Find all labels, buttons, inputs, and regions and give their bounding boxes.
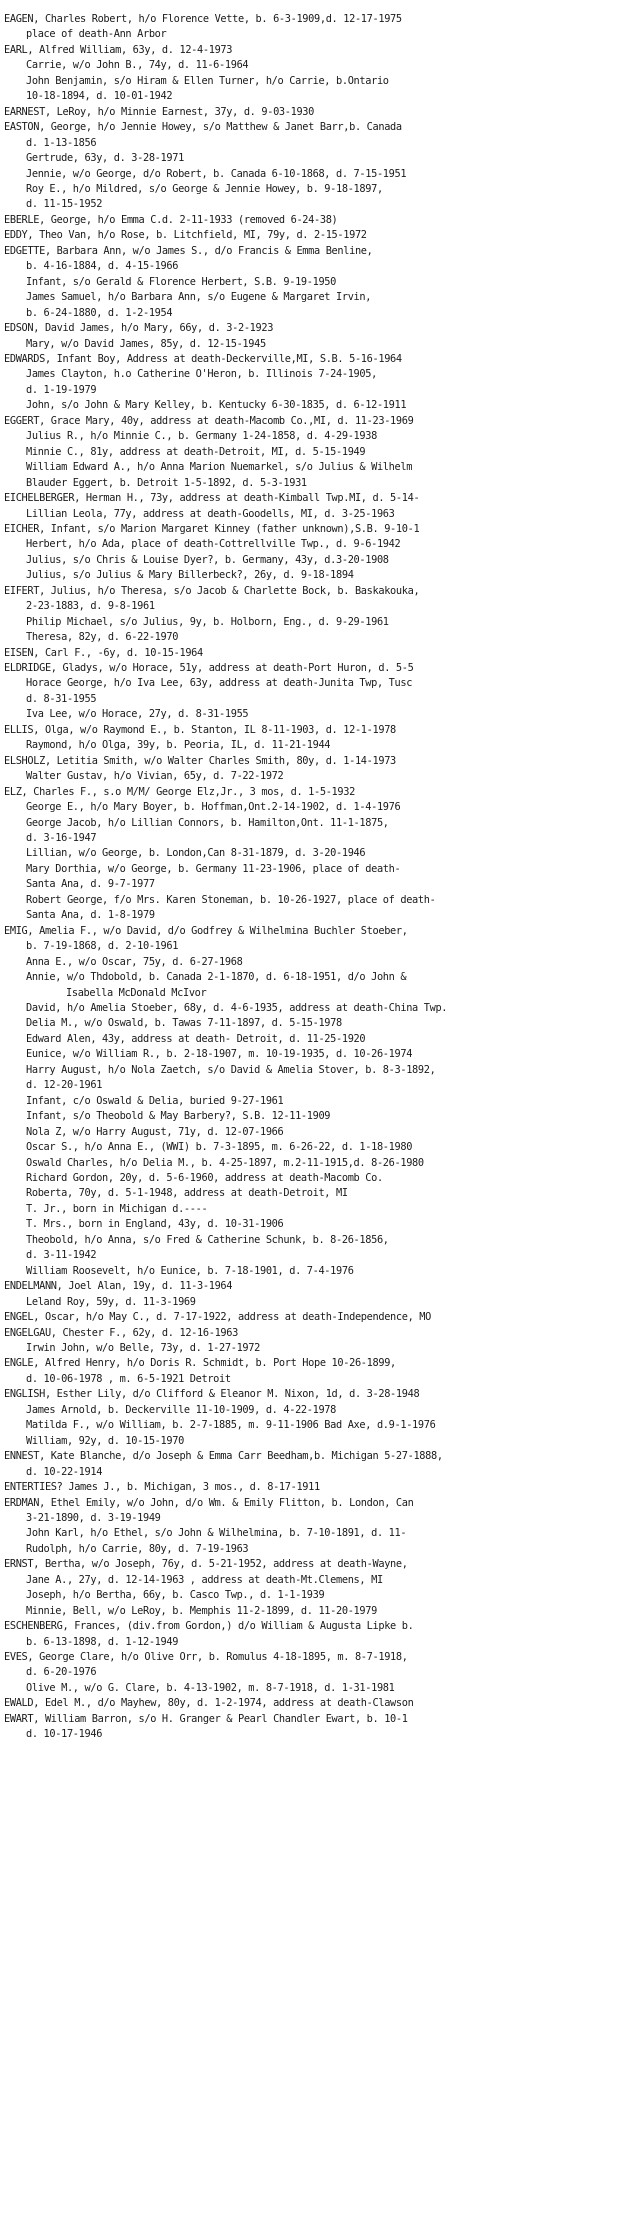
record-continuation-line: d. 3-11-1942 [26,1249,97,1262]
record-continuation-line: Horace George, h/o Iva Lee, 63y, address at death-Junita Twp, Tusc [26,677,413,690]
record-continuation-line: Lillian, w/o George, b. London,Can 8-31-1879, d. 3-20-1946 [26,847,366,860]
record-continuation-line: Nola Z, w/o Harry August, 71y, d. 12-07-1966 [26,1125,284,1138]
record-continuation-line: John, s/o John & Mary Kelley, b. Kentucky 6-30-1835, d. 6-12-1911 [26,399,407,412]
record-continuation-line: place of death-Ann Arbor [26,28,167,41]
record-entry-line: EISEN, Carl F., -6y, d. 10-15-1964 [4,646,203,659]
record-entry-line: EDDY, Theo Van, h/o Rose, b. Litchfield, MI, 79y, d. 2-15-1972 [4,229,367,242]
record-continuation-line: Roberta, 70y, d. 5-1-1948, address at death-Detroit, MI [26,1187,348,1200]
record-continuation-line: d. 10-17-1946 [26,1728,103,1741]
record-entry-line: ENGEL, Oscar, h/o May C., d. 7-17-1922, address at death-Independence, MO [4,1311,431,1324]
record-continuation-line: Mary, w/o David James, 85y, d. 12-15-1945 [26,337,266,350]
record-entry-line: ENNEST, Kate Blanche, d/o Joseph & Emma Carr Beedham,b. Michigan 5-27-1888, [4,1450,443,1463]
record-continuation-line: Eunice, w/o William R., b. 2-18-1907, m. 10-19-1935, d. 10-26-1974 [26,1048,413,1061]
record-continuation-line: Harry August, h/o Nola Zaetch, s/o David & Amelia Stover, b. 8-3-1892, [26,1063,436,1076]
record-continuation-line: Anna E., w/o Oscar, 75y, d. 6-27-1968 [26,955,243,968]
record-continuation-line: David, h/o Amelia Stoeber, 68y, d. 4-6-1935, address at death-China Twp. [26,1002,448,1014]
record-continuation-line: 2-23-1883, d. 9-8-1961 [26,600,155,613]
record-continuation-line: d. 12-20-1961 [26,1079,103,1092]
record-continuation-line: Mary Dorthia, w/o George, b. Germany 11-23-1906, place of death- [26,862,401,875]
record-entry-line: ERNST, Bertha, w/o Joseph, 76y, d. 5-21-1952, address at death-Wayne, [4,1558,408,1571]
record-continuation-line: Jane A., 27y, d. 12-14-1963 , address at death-Mt.Clemens, MI [26,1573,383,1586]
record-entry-line: EBERLE, George, h/o Emma C.d. 2-11-1933 (removed 6-24-38) [4,213,338,226]
record-continuation-line: Walter Gustav, h/o Vivian, 65y, d. 7-22-1972 [26,770,284,783]
record-continuation-line: John Benjamin, s/o Hiram & Ellen Turner, h/o Carrie, b.Ontario [26,74,389,87]
record-continuation-line: b. 4-16-1884, d. 4-15-1966 [26,260,179,273]
record-entry-line: EICHER, Infant, s/o Marion Margaret Kinney (father unknown),S.B. 9-10-1 [4,522,420,535]
record-continuation-line: James Clayton, h.o Catherine O'Heron, b. Illinois 7-24-1905, [26,368,377,381]
record-continuation-line: Jennie, w/o George, d/o Robert, b. Canada 6-10-1868, d. 7-15-1951 [26,167,407,180]
record-continuation-line: Infant, c/o Oswald & Delia, buried 9-27-1961 [26,1094,284,1107]
record-continuation-line: John Karl, h/o Ethel, s/o John & Wilhelmina, b. 7-10-1891, d. 11- [26,1527,407,1540]
record-entry-line: ELLIS, Olga, w/o Raymond E., b. Stanton, IL 8-11-1903, d. 12-1-1978 [4,723,396,736]
record-entry-line: ENDELMANN, Joel Alan, 19y, d. 11-3-1964 [4,1280,233,1293]
burial-record-list [4,12,640,1743]
record-entry-line: ESCHENBERG, Frances, (div.from Gordon,) d/o William & Augusta Lipke b. [4,1620,414,1633]
record-entry-line: ERDMAN, Ethel Emily, w/o John, d/o Wm. & Emily Flitton, b. London, Can [4,1496,414,1509]
record-continuation-line: d. 6-20-1976 [26,1666,97,1679]
record-continuation-line: Santa Ana, d. 1-8-1979 [26,909,155,922]
record-continuation-line: Gertrude, 63y, d. 3-28-1971 [26,152,184,165]
record-continuation-line: Edward Alen, 43y, address at death- Detroit, d. 11-25-1920 [26,1032,366,1045]
record-entry-line: ENGELGAU, Chester F., 62y, d. 12-16-1963 [4,1326,238,1339]
record-continuation-line: T. Mrs., born in England, 43y, d. 10-31-1906 [26,1218,284,1231]
record-continuation-line: d. 10-22-1914 [26,1465,103,1478]
record-continuation-line: Infant, s/o Gerald & Florence Herbert, S.B. 9-19-1950 [26,275,337,288]
record-continuation-line: Herbert, h/o Ada, place of death-Cottrellville Twp., d. 9-6-1942 [26,538,401,551]
record-continuation-line: William Edward A., h/o Anna Marion Nuemarkel, s/o Julius & Wilhelm [26,461,413,474]
record-entry-line: EWART, William Barron, s/o H. Granger & Pearl Chandler Ewart, b. 10-1 [4,1712,408,1725]
record-continuation-line: d. 1-13-1856 [26,136,97,149]
record-entry-line: EARNEST, LeRoy, h/o Minnie Earnest, 37y, d. 9-03-1930 [4,105,315,118]
record-continuation-line: Minnie C., 81y, address at death-Detroit, MI, d. 5-15-1949 [26,445,366,458]
record-continuation-line: Oscar S., h/o Anna E., (WWI) b. 7-3-1895, m. 6-26-22, d. 1-18-1980 [26,1141,413,1154]
record-continuation-line: Minnie, Bell, w/o LeRoy, b. Memphis 11-2-1899, d. 11-20-1979 [26,1604,377,1617]
record-entry-line: EASTON, George, h/o Jennie Howey, s/o Matthew & Janet Barr,b. Canada [4,121,402,134]
record-entry-line: ENTERTIES? James J., b. Michigan, 3 mos., d. 8-17-1911 [4,1481,320,1494]
record-entry-line: ELDRIDGE, Gladys, w/o Horace, 51y, address at death-Port Huron, d. 5-5 [4,662,414,675]
record-entry-line: EDWARDS, Infant Boy, Address at death-Deckerville,MI, S.B. 5-16-1964 [4,352,402,365]
record-continuation-line: Irwin John, w/o Belle, 73y, d. 1-27-1972 [26,1341,260,1354]
record-continuation-line: William, 92y, d. 10-15-1970 [26,1434,184,1447]
record-continuation-line: Richard Gordon, 20y, d. 5-6-1960, address at death-Macomb Co. [26,1171,383,1184]
record-continuation-line: d. 3-16-1947 [26,832,97,845]
record-entry-line: EARL, Alfred William, 63y, d. 12-4-1973 [4,43,233,56]
record-continuation-line: Joseph, h/o Bertha, 66y, b. Casco Twp., d. 1-1-1939 [26,1589,325,1602]
record-continuation-line: 10-18-1894, d. 10-01-1942 [26,90,173,103]
record-entry-line: EAGEN, Charles Robert, h/o Florence Vette, b. 6-3-1909,d. 12-17-1975 [4,13,402,25]
record-continuation-line: Oswald Charles, h/o Delia M., b. 4-25-1897, m.2-11-1915,d. 8-26-1980 [26,1156,424,1169]
record-continuation-line: Blauder Eggert, b. Detroit 1-5-1892, d. 5-3-1931 [26,476,307,489]
record-continuation-line: Delia M., w/o Oswald, b. Tawas 7-11-1897, d. 5-15-1978 [26,1017,342,1030]
record-continuation-line: b. 7-19-1868, d. 2-10-1961 [26,940,179,953]
record-continuation-line: T. Jr., born in Michigan d.---- [26,1202,208,1215]
record-continuation-line: Isabella McDonald McIvor [66,986,207,999]
record-continuation-line: James Arnold, b. Deckerville 11-10-1909, d. 4-22-1978 [26,1403,337,1416]
record-entry-line: EIFERT, Julius, h/o Theresa, s/o Jacob & Charlette Bock, b. Baskakouka, [4,584,420,597]
record-continuation-line: Robert George, f/o Mrs. Karen Stoneman, b. 10-26-1927, place of death- [26,893,436,906]
record-continuation-line: Roy E., h/o Mildred, s/o George & Jennie Howey, b. 9-18-1897, [26,182,383,195]
record-continuation-line: b. 6-13-1898, d. 1-12-1949 [26,1635,179,1648]
record-continuation-line: Infant, s/o Theobold & May Barbery?, S.B. 12-11-1909 [26,1110,331,1123]
record-continuation-line: Raymond, h/o Olga, 39y, b. Peoria, IL, d. 11-21-1944 [26,739,331,752]
record-continuation-line: d. 8-31-1955 [26,692,97,705]
record-entry-line: ENGLE, Alfred Henry, h/o Doris R. Schmidt, b. Port Hope 10-26-1899, [4,1357,396,1370]
record-continuation-line: Leland Roy, 59y, d. 11-3-1969 [26,1295,196,1308]
record-continuation-line: Olive M., w/o G. Clare, b. 4-13-1902, m. 8-7-1918, d. 1-31-1981 [26,1681,395,1694]
record-entry-line: ELSHOLZ, Letitia Smith, w/o Walter Charles Smith, 80y, d. 1-14-1973 [4,754,396,767]
record-continuation-line: Philip Michael, s/o Julius, 9y, b. Holborn, Eng., d. 9-29-1961 [26,615,389,628]
record-continuation-line: James Samuel, h/o Barbara Ann, s/o Eugene & Margaret Irvin, [26,291,372,304]
record-entry-line: EMIG, Amelia F., w/o David, d/o Godfrey & Wilhelmina Buchler Stoeber, [4,924,408,937]
record-continuation-line: Matilda F., w/o William, b. 2-7-1885, m. 9-11-1906 Bad Axe, d.9-1-1976 [26,1419,436,1432]
record-continuation-line: 3-21-1890, d. 3-19-1949 [26,1511,161,1524]
record-continuation-line: d. 11-15-1952 [26,198,103,211]
record-continuation-line: Julius R., h/o Minnie C., b. Germany 1-24-1858, d. 4-29-1938 [26,430,377,443]
record-continuation-line: Iva Lee, w/o Horace, 27y, d. 8-31-1955 [26,708,249,721]
record-continuation-line: d. 10-06-1978 , m. 6-5-1921 Detroit [26,1372,231,1385]
record-continuation-line: George Jacob, h/o Lillian Connors, b. Hamilton,Ont. 11-1-1875, [26,816,389,829]
record-continuation-line: b. 6-24-1880, d. 1-2-1954 [26,306,173,319]
record-continuation-line: William Roosevelt, h/o Eunice, b. 7-18-1901, d. 7-4-1976 [26,1264,354,1277]
record-continuation-line: Carrie, w/o John B., 74y, d. 11-6-1964 [26,59,249,72]
record-entry-line: ENGLISH, Esther Lily, d/o Clifford & Eleanor M. Nixon, 1d, d. 3-28-1948 [4,1388,420,1401]
record-entry-line: ELZ, Charles F., s.o M/M/ George Elz,Jr., 3 mos, d. 1-5-1932 [4,785,355,798]
record-entry-line: EGGERT, Grace Mary, 40y, address at death-Macomb Co.,MI, d. 11-23-1969 [4,414,414,427]
record-entry-line: EWALD, Edel M., d/o Mayhew, 80y, d. 1-2-1974, address at death-Clawson [4,1697,414,1710]
record-continuation-line: Julius, s/o Chris & Louise Dyer?, b. Germany, 43y, d.3-20-1908 [26,553,389,566]
record-continuation-line: d. 1-19-1979 [26,383,97,396]
record-continuation-line: Lillian Leola, 77y, address at death-Goodells, MI, d. 3-25-1963 [26,507,395,520]
record-continuation-line: Santa Ana, d. 9-7-1977 [26,878,155,891]
record-continuation-line: Theresa, 82y, d. 6-22-1970 [26,631,179,644]
record-continuation-line: Rudolph, h/o Carrie, 80y, d. 7-19-1963 [26,1542,249,1555]
record-entry-line: EDSON, David James, h/o Mary, 66y, d. 3-2-1923 [4,322,274,335]
record-continuation-line: Theobold, h/o Anna, s/o Fred & Catherine Schunk, b. 8-26-1856, [26,1233,389,1246]
record-continuation-line: Annie, w/o Thdobold, b. Canada 2-1-1870, d. 6-18-1951, d/o John & [26,971,407,984]
record-continuation-line: Julius, s/o Julius & Mary Billerbeck?, 26y, d. 9-18-1894 [26,569,354,582]
record-entry-line: EVES, George Clare, h/o Olive Orr, b. Romulus 4-18-1895, m. 8-7-1918, [4,1651,408,1664]
record-continuation-line: George E., h/o Mary Boyer, b. Hoffman,Ont.2-14-1902, d. 1-4-1976 [26,801,401,814]
record-entry-line: EICHELBERGER, Herman H., 73y, address at death-Kimball Twp.MI, d. 5-14- [4,492,420,505]
record-entry-line: EDGETTE, Barbara Ann, w/o James S., d/o Francis & Emma Benline, [4,244,373,257]
